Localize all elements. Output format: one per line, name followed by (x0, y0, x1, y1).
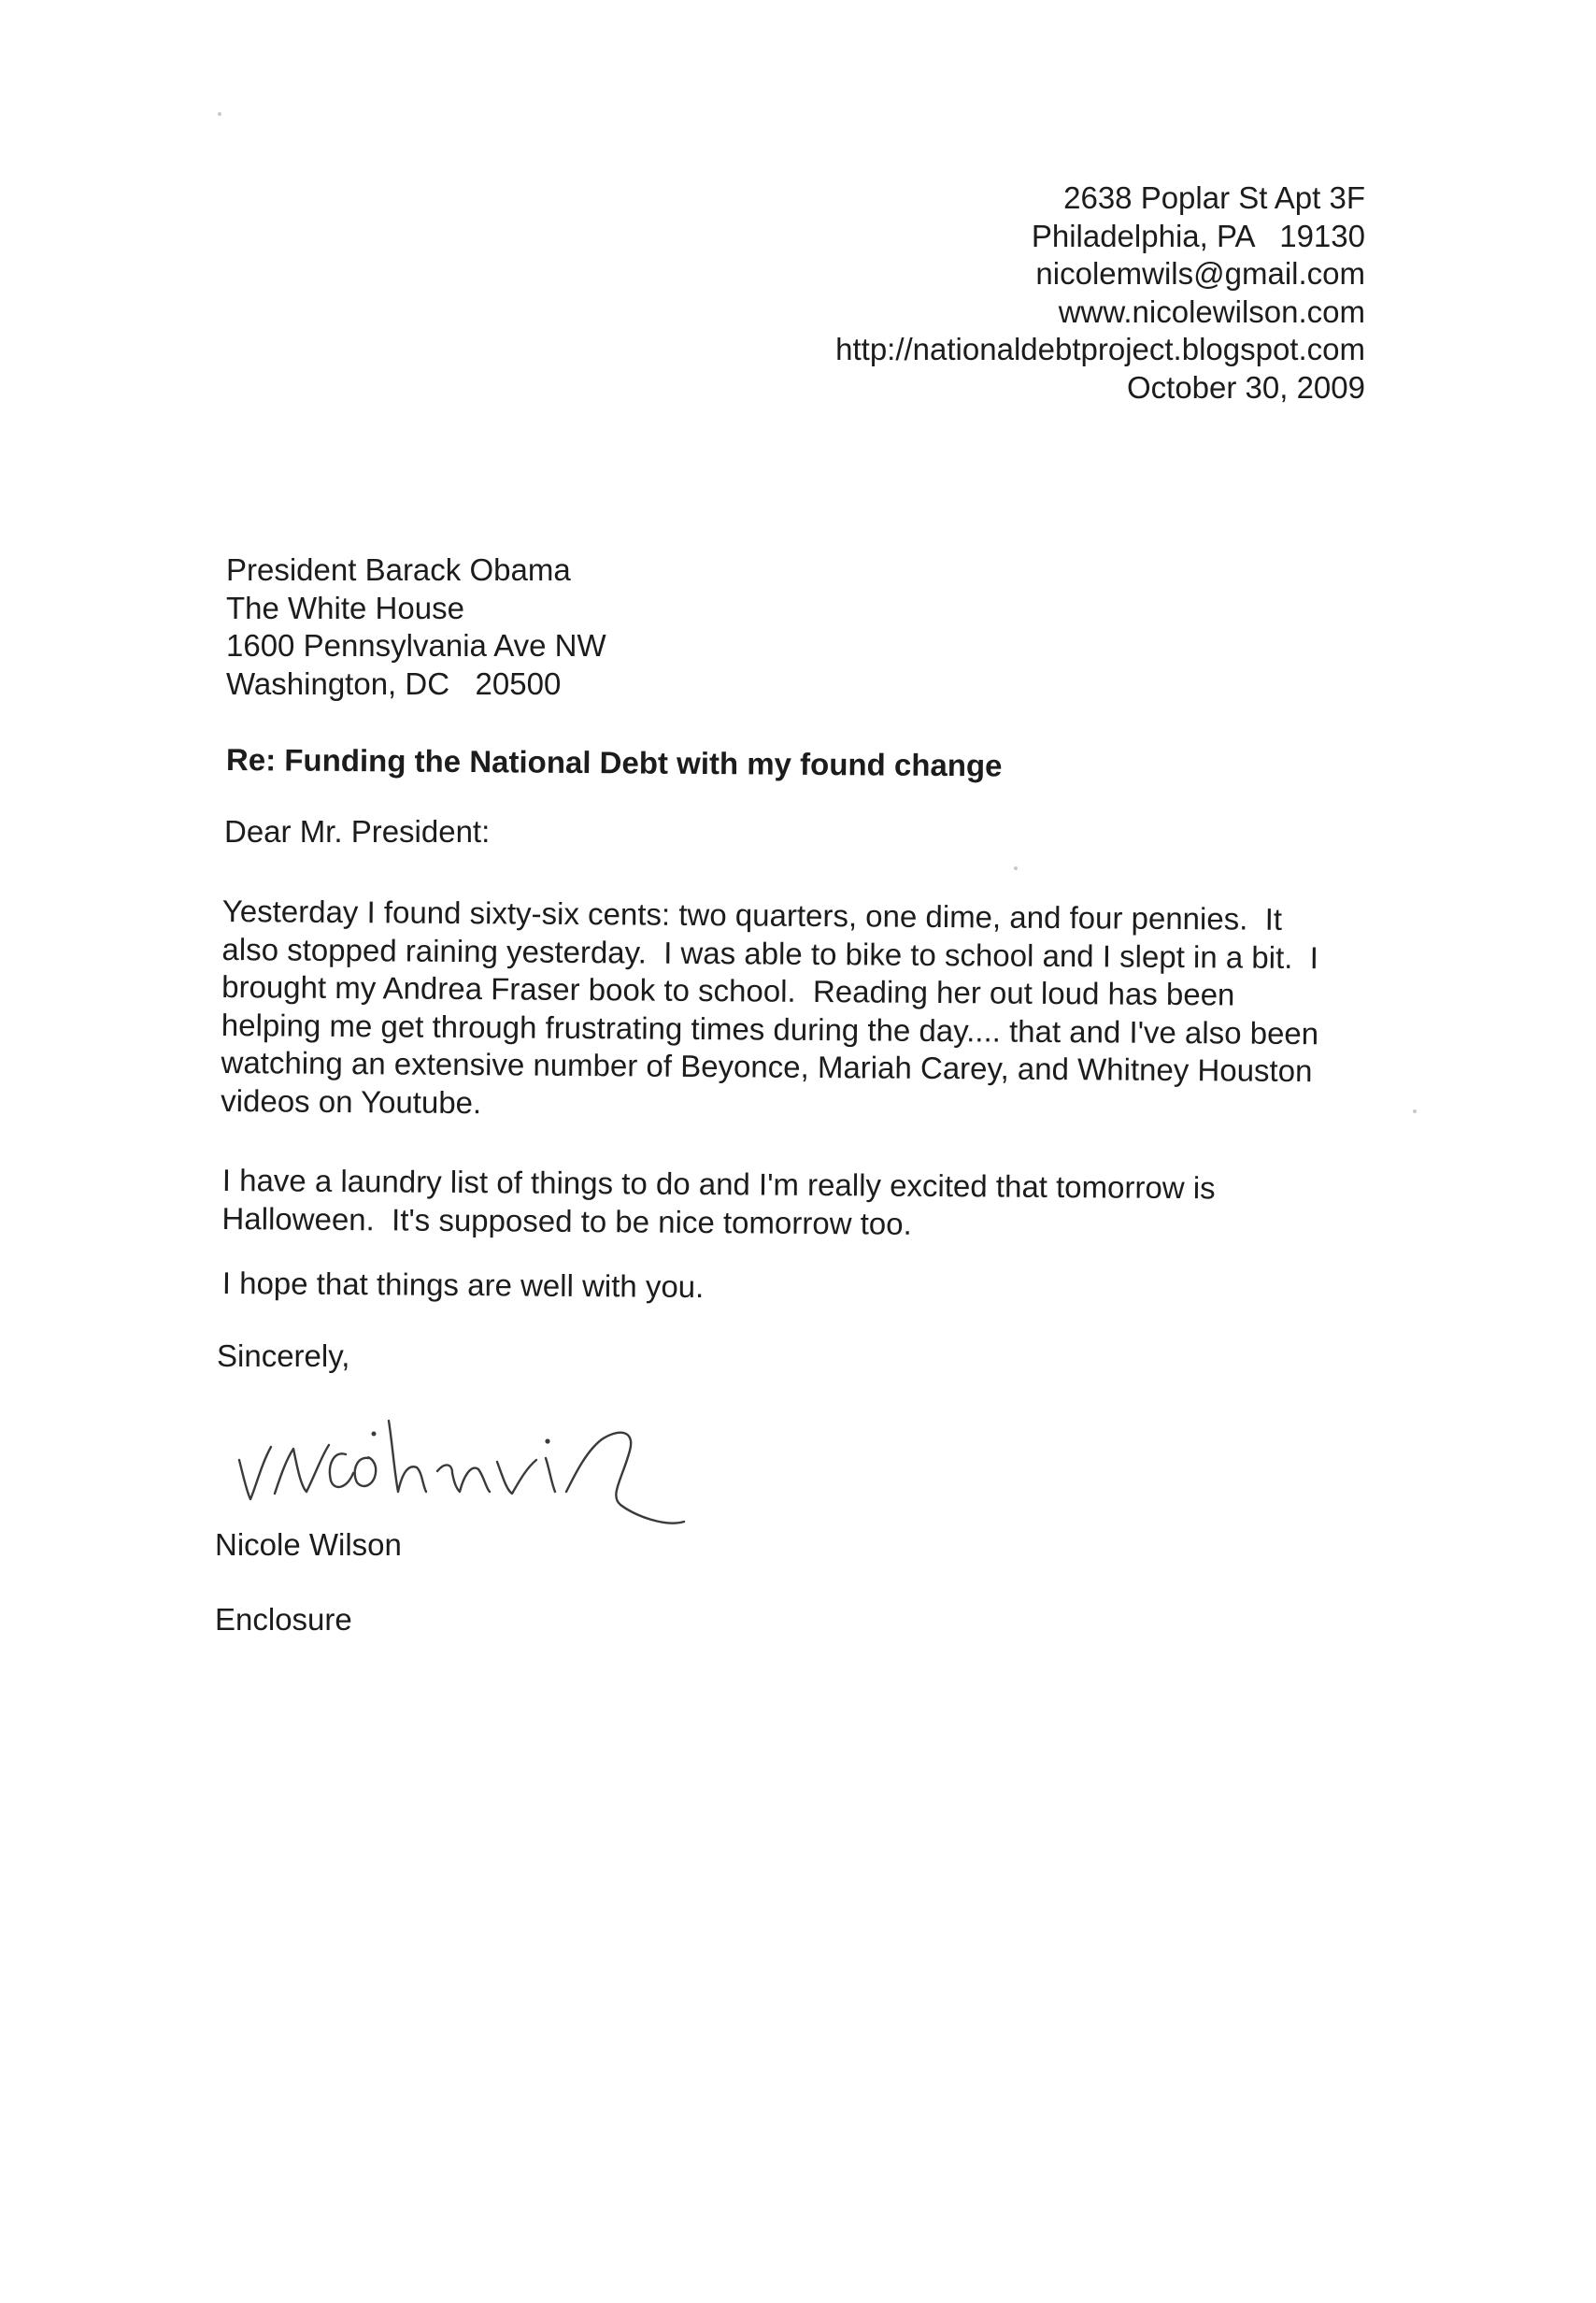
signer-name: Nicole Wilson (215, 1527, 402, 1562)
body-line: I hope that things are well with you. (221, 1266, 705, 1305)
recipient-street: 1600 Pennsylvania Ave NW (226, 628, 606, 663)
body-line: videos on Youtube. (221, 1082, 482, 1120)
body-line: also stopped raining yesterday. I was able to bike to school and I slept in a bit. I (221, 931, 1319, 975)
recipient-city-line: Washington, DC 20500 (226, 665, 562, 701)
recipient-block (226, 551, 606, 703)
sender-email: nicolemwils@gmail.com (1035, 256, 1365, 291)
sender-blog: http://nationaldebtproject.blogspot.com (835, 332, 1365, 366)
body-paragraph-3 (222, 1265, 705, 1307)
scan-speck (1413, 1109, 1417, 1113)
scan-speck (218, 112, 221, 116)
letter-date: October 30, 2009 (1126, 369, 1365, 405)
body-line: helping me get through frustrating times during the day.... that and I've also been (221, 1007, 1319, 1051)
scan-speck (1014, 866, 1018, 870)
salutation: Dear Mr. President: (224, 814, 491, 849)
closing: Sincerely, (217, 1338, 350, 1373)
body-paragraph-2 (221, 1162, 1215, 1245)
sender-address-line2: Philadelphia, PA 19130 (1031, 218, 1365, 253)
body-line: Yesterday I found sixty-six cents: two quarters, one dime, and four pennies. It (221, 893, 1283, 937)
recipient-organization: The White House (226, 590, 464, 625)
body-line: watching an extensive number of Beyonce, Mariah Carey, and Whitney Houston (221, 1044, 1313, 1089)
body-line: I have a laundry list of things to do and I'm really excited that tomorrow is (221, 1163, 1216, 1206)
sender-block (835, 179, 1365, 407)
body-line: brought my Andrea Fraser book to school. Reading her out loud has been (221, 968, 1235, 1012)
body-line: Halloween. It's supposed to be nice tomorrow too. (221, 1200, 912, 1241)
sender-website: www.nicolewilson.com (1058, 293, 1365, 329)
recipient-name: President Barack Obama (226, 552, 571, 587)
subject-line: Re: Funding the National Debt with my found change (225, 742, 1003, 783)
sender-address-line1: 2638 Poplar St Apt 3F (1063, 180, 1365, 215)
enclosure-notation: Enclosure (215, 1602, 352, 1637)
body-paragraph-1 (221, 893, 1319, 1128)
